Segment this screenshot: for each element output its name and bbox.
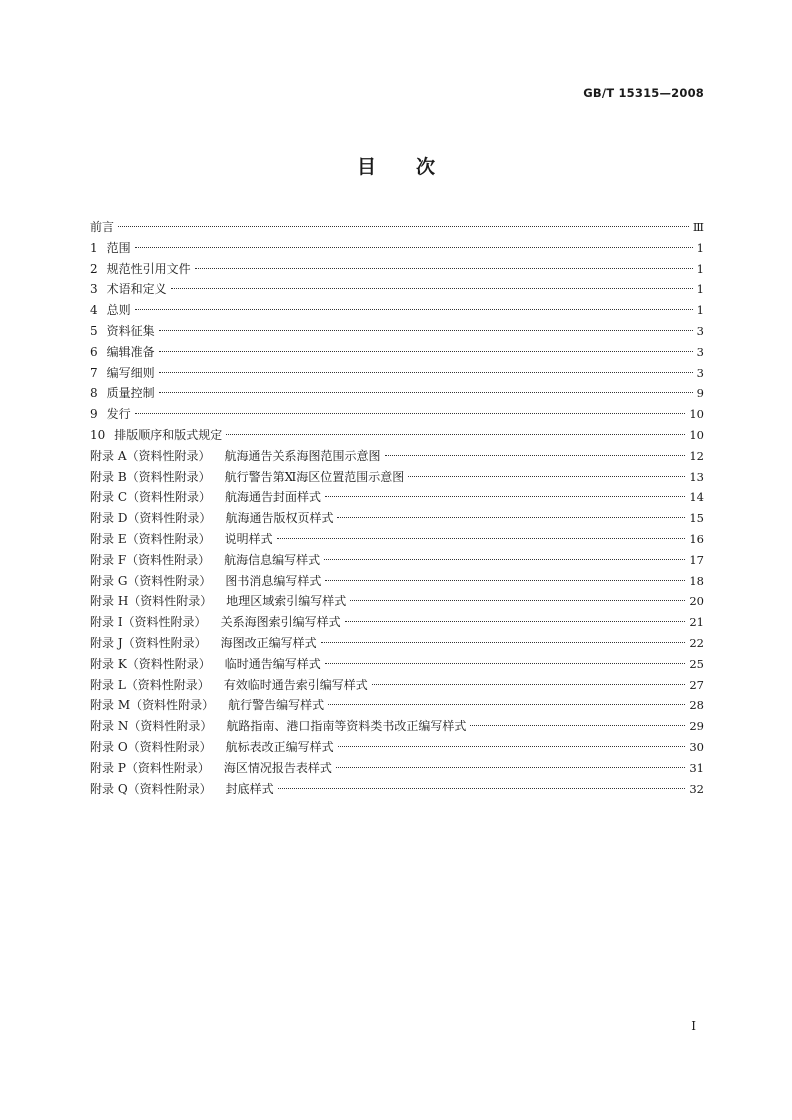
toc-dot-leader: [159, 372, 693, 373]
toc-entry-page-number: 1: [696, 240, 704, 255]
toc-entry-label: 航路指南、港口指南等资料类书改正编写样式: [226, 719, 467, 734]
toc-dot-leader: [325, 496, 685, 497]
toc-entry[interactable]: [90, 758, 704, 779]
toc-entry[interactable]: [90, 259, 704, 280]
toc-entry[interactable]: [90, 467, 704, 488]
toc-entry-page-number: 1: [696, 261, 704, 276]
toc-entry-label: 航海信息编写样式: [224, 552, 321, 567]
toc-entry-label: 临时通告编写样式: [224, 656, 321, 671]
toc-entry[interactable]: [90, 300, 704, 321]
toc-entry-page-number: 16: [689, 531, 704, 546]
toc-entry-label: 总则: [106, 303, 131, 318]
toc-entry-number: 10: [90, 427, 106, 442]
toc-entry-page-number: 27: [689, 677, 704, 692]
toc-entry-number: 1: [90, 240, 98, 255]
toc-dot-leader: [159, 392, 693, 393]
toc-dot-leader: [135, 247, 693, 248]
toc-entry-label: 地理区域索引编写样式: [226, 594, 347, 609]
toc-entry-label: 质量控制: [106, 386, 155, 401]
toc-entry-label: 发行: [106, 407, 131, 422]
toc-entry[interactable]: [90, 550, 704, 571]
toc-entry-annex-prefix: 附录 Q（资料性附录）: [90, 781, 212, 796]
toc-entry-page-number: 22: [689, 635, 704, 650]
toc-entry-annex-prefix: 附录 M（资料性附录）: [90, 698, 215, 713]
toc-entry-annex-prefix: 附录 A（资料性附录）: [90, 448, 211, 463]
toc-dot-leader: [325, 663, 686, 664]
toc-entry-page-number: 20: [689, 594, 704, 609]
toc-entry[interactable]: [90, 279, 704, 300]
toc-entry-page-number: 10: [689, 407, 704, 422]
toc-entry[interactable]: [90, 675, 704, 696]
toc-entry-label: 海图改正编写样式: [220, 635, 317, 650]
toc-entry[interactable]: [90, 591, 704, 612]
toc-entry-page-number: 28: [689, 698, 704, 713]
toc-dot-leader: [226, 434, 685, 435]
toc-entry-page-number: 3: [696, 344, 704, 359]
toc-entry-page-number: 25: [689, 656, 704, 671]
toc-entry-label: 术语和定义: [106, 282, 167, 297]
toc-dot-leader: [135, 413, 686, 414]
toc-entry[interactable]: [90, 425, 704, 446]
toc-entry-number: 4: [90, 303, 98, 318]
toc-entry-number: 3: [90, 282, 98, 297]
toc-entry[interactable]: [90, 487, 704, 508]
toc-entry-label: 海区情况报告表样式: [223, 760, 332, 775]
toc-entry-label: 规范性引用文件: [106, 261, 191, 276]
toc-dot-leader: [372, 684, 686, 685]
toc-entry-page-number: 14: [689, 490, 704, 505]
toc-entry[interactable]: [90, 446, 704, 467]
toc-entry[interactable]: [90, 612, 704, 633]
toc-dot-leader: [470, 725, 685, 726]
toc-entry-label: 关系海图索引编写样式: [220, 615, 341, 630]
toc-dot-leader: [195, 268, 693, 269]
toc-entry[interactable]: [90, 529, 704, 550]
toc-entry-page-number: 17: [689, 552, 704, 567]
toc-entry-page-number: 32: [689, 781, 704, 796]
toc-entry-page-number: 21: [689, 615, 704, 630]
toc-entry-page-number: 1: [696, 303, 704, 318]
toc-entry-label: 编写细则: [106, 365, 155, 380]
toc-entry-number: 7: [90, 365, 98, 380]
toc-entry-number: 5: [90, 323, 98, 338]
toc-entry-annex-prefix: 附录 D（资料性附录）: [90, 511, 212, 526]
toc-entry[interactable]: [90, 695, 704, 716]
toc-entry[interactable]: [90, 654, 704, 675]
toc-entry-label: 航海通告关系海图范围示意图: [224, 448, 381, 463]
toc-entry-annex-prefix: 附录 K（资料性附录）: [90, 656, 211, 671]
toc-entry-annex-prefix: 附录 F（资料性附录）: [90, 552, 211, 567]
toc-entry-label: 航行警告编写样式: [228, 698, 325, 713]
toc-entry-annex-prefix: 附录 B（资料性附录）: [90, 469, 211, 484]
toc-dot-leader: [277, 538, 686, 539]
toc-entry[interactable]: [90, 571, 704, 592]
toc-entry[interactable]: [90, 383, 704, 404]
toc-entry-annex-prefix: 附录 P（资料性附录）: [90, 760, 210, 775]
toc-entry-page-number: 18: [689, 573, 704, 588]
toc-dot-leader: [325, 580, 685, 581]
toc-entry-label: 航海通告封面样式: [225, 490, 322, 505]
toc-dot-leader: [345, 621, 686, 622]
toc-entry-number: 2: [90, 261, 98, 276]
toc-entry-annex-prefix: 附录 G（资料性附录）: [90, 573, 212, 588]
toc-dot-leader: [328, 704, 685, 705]
toc-entry-number: 9: [90, 407, 98, 422]
toc-dot-leader: [408, 476, 685, 477]
toc-dot-leader: [385, 455, 686, 456]
toc-dot-leader: [135, 309, 693, 310]
toc-entry[interactable]: [90, 779, 704, 800]
page-title: 目次: [356, 156, 475, 178]
toc-entry-page-number: 15: [689, 511, 704, 526]
toc-entry-annex-prefix: 附录 C（资料性附录）: [90, 490, 211, 505]
toc-entry-label: 前言: [90, 220, 115, 234]
toc-entry-label: 图书消息编写样式: [225, 573, 322, 588]
toc-entry[interactable]: [90, 508, 704, 529]
toc-entry-annex-prefix: 附录 J（资料性附录）: [90, 635, 207, 650]
toc-entry[interactable]: [90, 716, 704, 737]
toc-entry-annex-prefix: 附录 L（资料性附录）: [90, 677, 210, 692]
toc-dot-leader: [118, 226, 689, 227]
toc-dot-leader: [350, 600, 685, 601]
toc-entry-number: 6: [90, 344, 98, 359]
toc-entry-page-number: 30: [689, 739, 704, 754]
toc-entry[interactable]: [90, 321, 704, 342]
toc-dot-leader: [171, 288, 693, 289]
toc-entry-annex-prefix: 附录 O（资料性附录）: [90, 739, 212, 754]
toc-entry-label: 范围: [106, 240, 131, 255]
toc-entry-label: 说明样式: [224, 531, 273, 546]
toc-dot-leader: [321, 642, 686, 643]
toc-entry-annex-prefix: 附录 N（资料性附录）: [90, 719, 213, 734]
toc-entry-page-number: 13: [689, 469, 704, 484]
toc-entry-annex-prefix: 附录 H（资料性附录）: [90, 594, 213, 609]
toc-entry-label: 航行警告第Ⅺ海区位置范围示意图: [224, 469, 405, 484]
toc-dot-leader: [159, 351, 693, 352]
toc-entry-annex-prefix: 附录 I（资料性附录）: [90, 615, 207, 630]
toc-dot-leader: [324, 559, 685, 560]
toc-entry-annex-prefix: 附录 E（资料性附录）: [90, 531, 211, 546]
toc-entry[interactable]: [90, 404, 704, 425]
toc-entry[interactable]: [90, 238, 704, 259]
table-of-contents: [90, 217, 704, 799]
toc-entry-number: 8: [90, 386, 98, 401]
toc-dot-leader: [338, 746, 686, 747]
toc-dot-leader: [278, 788, 686, 789]
toc-dot-leader: [336, 767, 685, 768]
toc-entry[interactable]: [90, 342, 704, 363]
toc-entry[interactable]: [90, 737, 704, 758]
toc-entry-label: 航标表改正编写样式: [225, 739, 334, 754]
toc-entry-label: 有效临时通告索引编写样式: [223, 677, 368, 692]
toc-entry-page-number: 12: [689, 448, 704, 463]
toc-entry-page-number: Ⅲ: [692, 220, 704, 234]
toc-entry[interactable]: [90, 363, 704, 384]
toc-entry-page-number: 10: [689, 427, 704, 442]
toc-entry-label: 资料征集: [106, 323, 155, 338]
page-number: I: [691, 1019, 696, 1033]
standard-number: GB/T 15315—2008: [583, 86, 704, 100]
toc-entry-label: 排版顺序和版式规定: [114, 427, 223, 442]
toc-entry[interactable]: [90, 633, 704, 654]
toc-entry-page-number: 31: [689, 760, 704, 775]
toc-entry-page-number: 29: [689, 719, 704, 734]
toc-entry-page-number: 9: [696, 386, 704, 401]
toc-entry-page-number: 3: [696, 365, 704, 380]
toc-dot-leader: [159, 330, 693, 331]
toc-entry-label: 编辑准备: [106, 344, 155, 359]
toc-entry-page-number: 1: [696, 282, 704, 297]
toc-dot-leader: [337, 517, 685, 518]
toc-entry-page-number: 3: [696, 323, 704, 338]
toc-entry-label: 航海通告版权页样式: [225, 511, 334, 526]
toc-entry-label: 封底样式: [225, 781, 274, 796]
toc-entry[interactable]: [90, 217, 704, 238]
